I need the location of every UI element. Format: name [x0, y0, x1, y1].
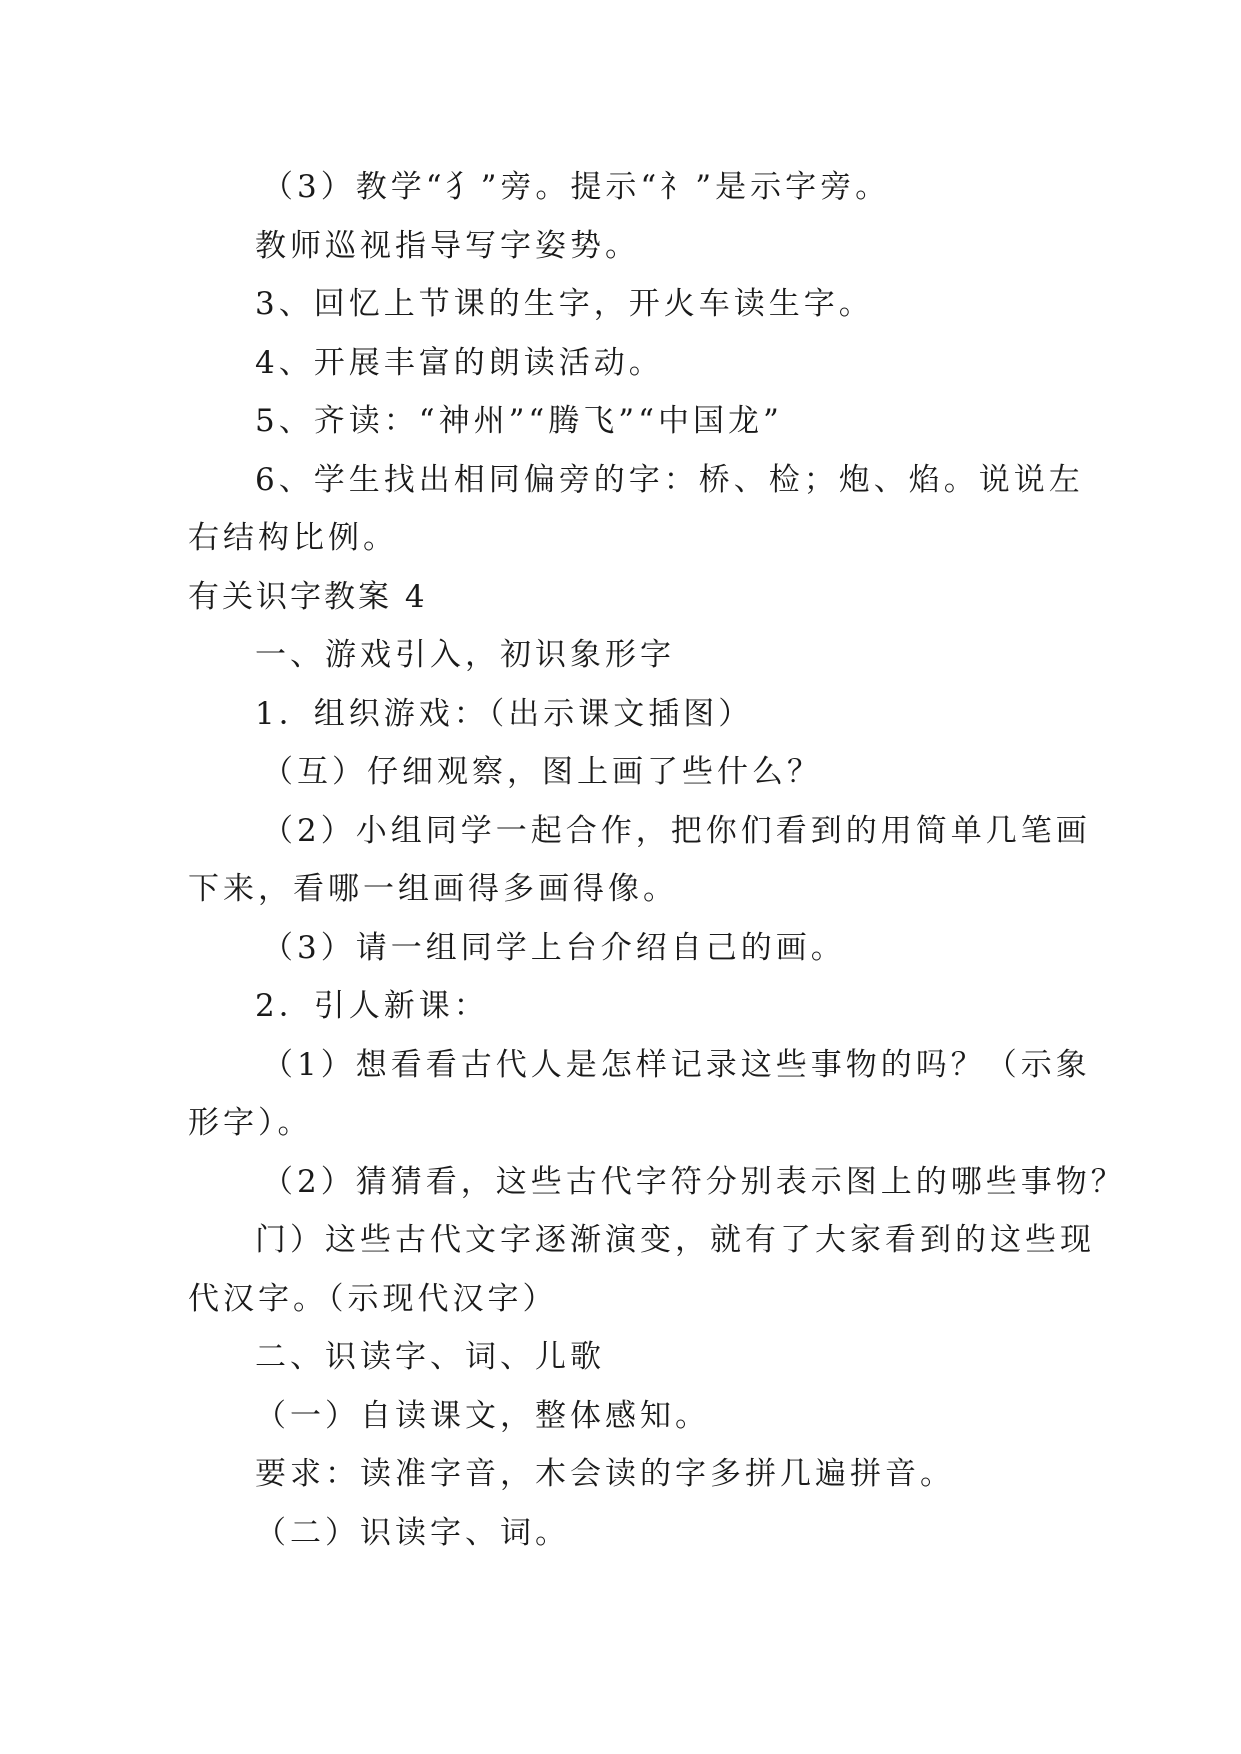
paragraph-read-words: （二）识读字、词。 [255, 1514, 570, 1551]
paragraph-step-6-continued: 右结构比例。 [188, 520, 398, 556]
paragraph-step-4: 4、开展丰富的朗读活动。 [255, 344, 664, 381]
paragraph-self-read: （一）自读课文，整体感知。 [255, 1397, 710, 1434]
paragraph-teacher-guidance: 教师巡视指导写字姿势。 [255, 227, 640, 264]
paragraph-evolution-continued: 代汉字。（示现代汉字） [188, 1280, 558, 1317]
paragraph-organize-game: 1．组织游戏：（出示课文插图） [255, 695, 754, 732]
part-one-heading: 一、游戏引入，初识象形字 [255, 637, 675, 673]
paragraph-step-6: 6、学生找出相同偏旁的字：桥、检；炮、焰。说说左 [255, 461, 1084, 498]
paragraph-requirement: 要求：读准字音，木会读的字多拼几遍拼音。 [255, 1456, 955, 1492]
paragraph-evolution: 门）这些古代文字逐渐演变，就有了大家看到的这些现 [255, 1222, 1095, 1258]
paragraph-group-work: （2）小组同学一起合作，把你们看到的用简单几笔画 [262, 812, 1091, 849]
paragraph-radical-teaching: （3）教学“犭”旁。提示“礻”是示字旁。 [262, 169, 891, 205]
paragraph-group-work-continued: 下来，看哪一组画得多画得像。 [188, 871, 678, 907]
paragraph-step-5: 5、齐读：“神州”“腾飞”“中国龙” [255, 403, 783, 439]
paragraph-guess: （2）猜猜看，这些古代字符分别表示图上的哪些事物？ [262, 1163, 1126, 1200]
section-heading: 有关识字教案 4 [188, 578, 428, 615]
paragraph-ancient-records-continued: 形字）。 [188, 1105, 313, 1141]
paragraph-observe: （互）仔细观察，图上画了些什么？ [262, 754, 822, 790]
paragraph-present: （3）请一组同学上台介绍自己的画。 [262, 929, 846, 966]
paragraph-introduce-lesson: 2．引人新课： [255, 988, 489, 1024]
paragraph-ancient-records: （1）想看看古代人是怎样记录这些事物的吗？（示象 [262, 1046, 1091, 1083]
part-two-heading: 二、识读字、词、儿歌 [255, 1339, 605, 1375]
document-body [0, 158, 1241, 1562]
paragraph-step-3: 3、回忆上节课的生字，开火车读生字。 [255, 286, 874, 322]
